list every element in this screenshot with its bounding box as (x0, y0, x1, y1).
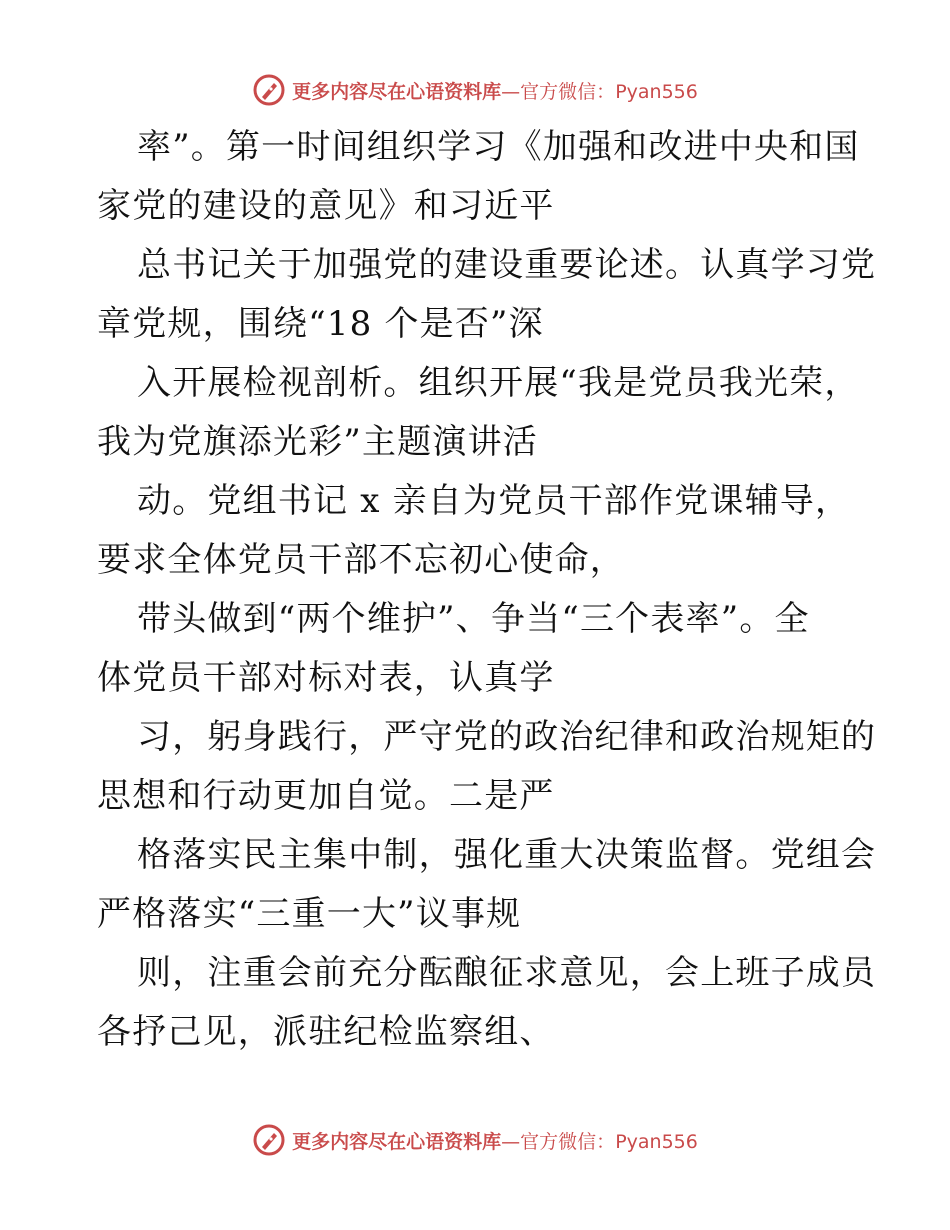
text-line: 我为党旗添光彩”主题演讲活 (97, 422, 538, 462)
document-body (97, 118, 877, 1062)
watermark-text (292, 1127, 698, 1154)
text-line: 严格落实“三重一大”议事规 (97, 894, 522, 934)
text-line: 家党的建设的意见》和习近平 (97, 186, 555, 226)
footer-watermark (0, 1120, 950, 1160)
text-line: 率”。第一时间组织学习《加强和改进中央和国 (137, 127, 860, 167)
header-watermark (0, 70, 950, 110)
text-line: 格落实民主集中制，强化重大决策监督。党组会 (137, 835, 877, 875)
watermark-wechat-id: Pyan556 (615, 80, 698, 103)
text-line: 要求全体党员干部不忘初心使命， (97, 540, 625, 580)
watermark-text (292, 77, 698, 104)
text-line: 总书记关于加强党的建设重要论述。认真学习党 (137, 245, 877, 285)
pen-nib-circle-icon (252, 1123, 286, 1157)
text-line: 则，注重会前充分酝酿征求意见，会上班子成员 (137, 953, 877, 993)
watermark-separator: — (501, 80, 521, 103)
text-line: 体党员干部对标对表，认真学 (97, 658, 555, 698)
text-line: 带头做到“两个维护”、争当“三个表率”。全 (137, 599, 810, 639)
text-line: 入开展检视剖析。组织开展“我是党员我光荣， (137, 363, 860, 403)
watermark-main: 更多内容尽在心语资料库 (292, 80, 502, 103)
text-line: 动。党组书记 x 亲自为党员干部作党课辅导， (137, 481, 851, 521)
pen-nib-circle-icon (252, 73, 286, 107)
text-line: 各抒己见，派驻纪检监察组、 (97, 1012, 555, 1052)
watermark-main: 更多内容尽在心语资料库 (292, 1130, 502, 1153)
watermark-wechat-id: Pyan556 (615, 1130, 698, 1153)
text-line: 章党规，围绕“18 个是否”深 (97, 304, 544, 344)
watermark-separator: — (501, 1130, 521, 1153)
text-line: 习，躬身践行，严守党的政治纪律和政治规矩的 (137, 717, 877, 757)
watermark-wechat-label: 官方微信： (520, 1130, 616, 1153)
watermark-wechat-label: 官方微信： (520, 80, 616, 103)
text-line: 思想和行动更加自觉。二是严 (97, 776, 555, 816)
